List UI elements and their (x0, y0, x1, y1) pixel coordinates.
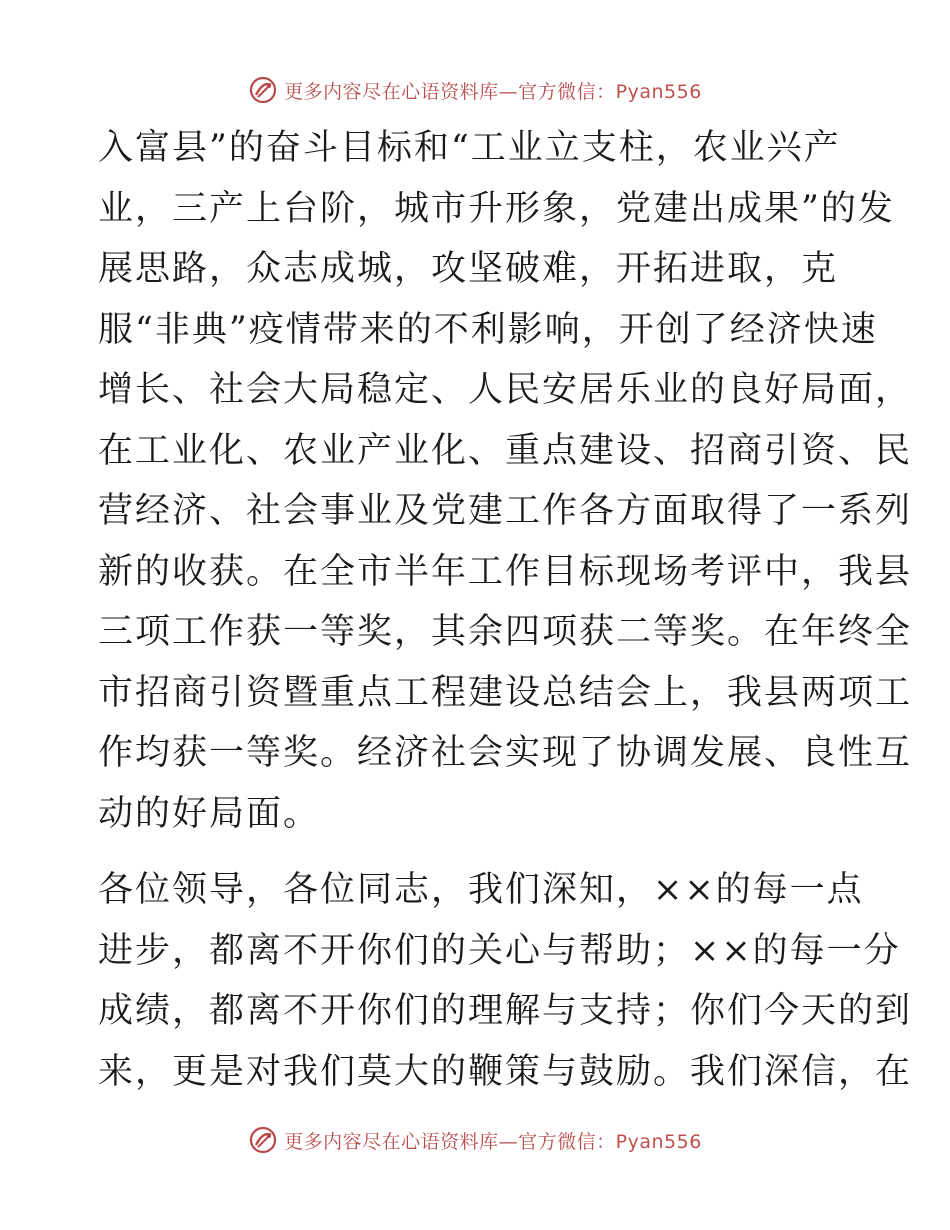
logo-icon (248, 1125, 278, 1155)
text-line: 新的收获。在全市半年工作目标现场考评中，我县 (98, 551, 913, 592)
watermark-label: 更多内容尽在心语资料库—官方微信： (284, 80, 616, 103)
text-line: 展思路，众志成城，攻坚破难，开拓进取，克 (98, 249, 839, 289)
paragraph-1 (98, 118, 913, 844)
paragraph-2 (98, 860, 913, 1102)
text-line: 来，更是对我们莫大的鞭策与鼓励。我们深信，在 (98, 1051, 913, 1092)
watermark-text (284, 77, 702, 104)
text-line: 动的好局面。 (98, 793, 321, 834)
logo-icon (248, 75, 278, 105)
footer-watermark (0, 1120, 950, 1160)
text-line: 在工业化、农业产业化、重点建设、招商引资、民 (98, 430, 913, 471)
text-line: 服“非典”疫情带来的不利影响，开创了经济快速 (98, 309, 878, 350)
watermark-handle: Pyan556 (615, 80, 702, 103)
text-line: 增长、社会大局稳定、人民安居乐业的良好局面， (98, 370, 913, 410)
watermark-text (284, 1127, 702, 1154)
paragraph-spacer (98, 844, 850, 860)
text-line: 市招商引资暨重点工程建设总结会上，我县两项工 (98, 672, 913, 713)
text-line: 进步，都离不开你们的关心与帮助；××的每一分 (98, 930, 901, 971)
text-line: 各位领导，各位同志，我们深知，××的每一点 (98, 870, 864, 910)
header-watermark (0, 70, 950, 110)
watermark-handle: Pyan556 (615, 1130, 702, 1153)
text-line: 业，三产上台阶，城市升形象，党建出成果”的发 (98, 188, 895, 229)
document-body (98, 118, 913, 1102)
text-line: 入富县”的奋斗目标和“工业立支柱，农业兴产 (98, 128, 841, 168)
watermark-label: 更多内容尽在心语资料库—官方微信： (284, 1130, 616, 1153)
text-line: 三项工作获一等奖，其余四项获二等奖。在年终全 (98, 612, 913, 652)
text-line: 作均获一等奖。经济社会实现了协调发展、良性互 (98, 733, 913, 773)
text-line: 营经济、社会事业及党建工作各方面取得了一系列 (98, 491, 913, 531)
text-line: 成绩，都离不开你们的理解与支持；你们今天的到 (98, 991, 913, 1031)
